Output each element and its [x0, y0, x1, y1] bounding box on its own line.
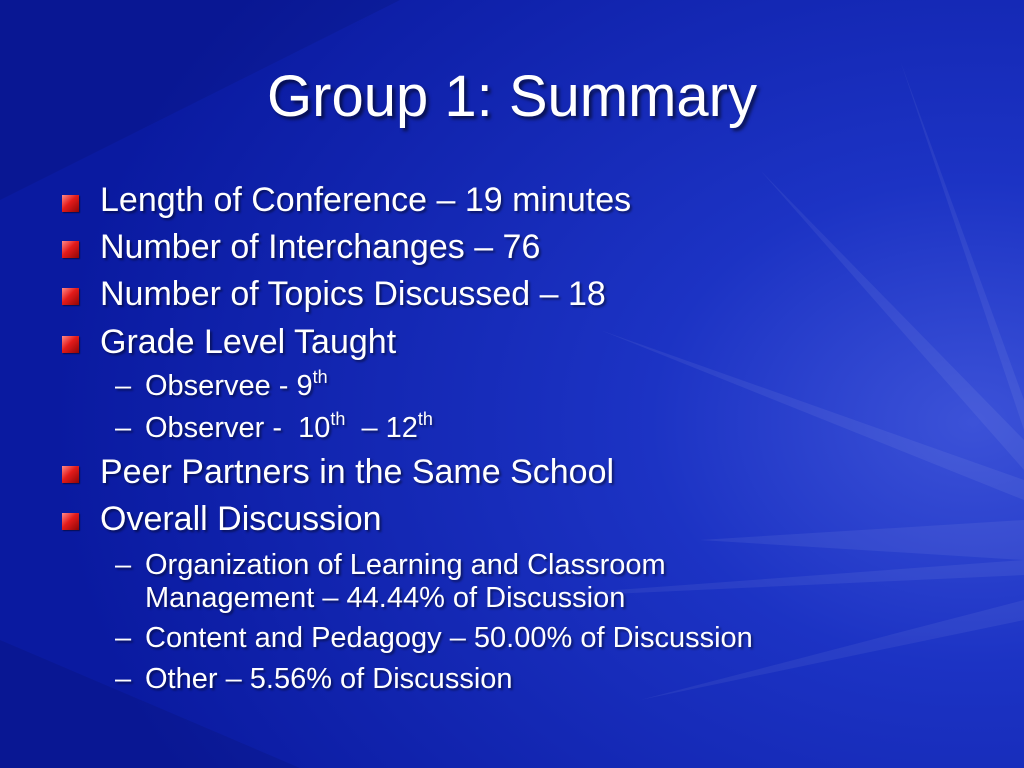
organization-line-2: Management – 44.44% of Discussion	[145, 582, 626, 614]
bullet-peer-partners: Peer Partners in the Same School	[100, 453, 615, 491]
sub-bullet-observee	[115, 367, 328, 403]
content-pedagogy-text: Content and Pedagogy – 50.00% of Discussion	[145, 622, 753, 654]
organization-line-1: Organization of Learning and Classroom	[145, 549, 666, 581]
bullet-overall-discussion: Overall Discussion	[100, 500, 382, 538]
bullet-marker	[62, 241, 79, 258]
bullet-marker	[62, 466, 79, 483]
slide-title: Group 1: Summary	[267, 64, 757, 129]
bullet-marker	[62, 288, 79, 305]
sub-bullet-dash: –	[115, 622, 132, 654]
observer-text-1: Observer - 10	[145, 412, 331, 444]
observee-text: Observee - 9	[145, 370, 313, 402]
sub-bullet-other	[115, 663, 513, 696]
ordinal-suffix: th	[417, 409, 433, 429]
ordinal-suffix: th	[330, 409, 346, 429]
bullet-grade-level: Grade Level Taught	[100, 323, 397, 361]
ordinal-suffix: th	[312, 367, 328, 387]
bullet-marker	[62, 336, 79, 353]
sub-bullet-content-pedagogy	[115, 622, 753, 655]
sub-bullet-organization	[115, 549, 666, 615]
sub-bullet-dash: –	[115, 412, 132, 444]
bullet-conference-length: Length of Conference – 19 minutes	[100, 181, 632, 219]
other-text: Other – 5.56% of Discussion	[145, 663, 513, 695]
bullet-interchanges: Number of Interchanges – 76	[100, 228, 541, 266]
sub-bullet-dash: –	[115, 370, 132, 402]
sub-bullet-dash: –	[115, 549, 132, 581]
bullet-marker	[62, 195, 79, 212]
observer-text-2: – 12	[345, 412, 418, 444]
sub-bullet-observer	[115, 409, 433, 445]
bullet-topics: Number of Topics Discussed – 18	[100, 275, 606, 313]
sub-bullet-dash: –	[115, 663, 132, 695]
bullet-marker	[62, 513, 79, 530]
